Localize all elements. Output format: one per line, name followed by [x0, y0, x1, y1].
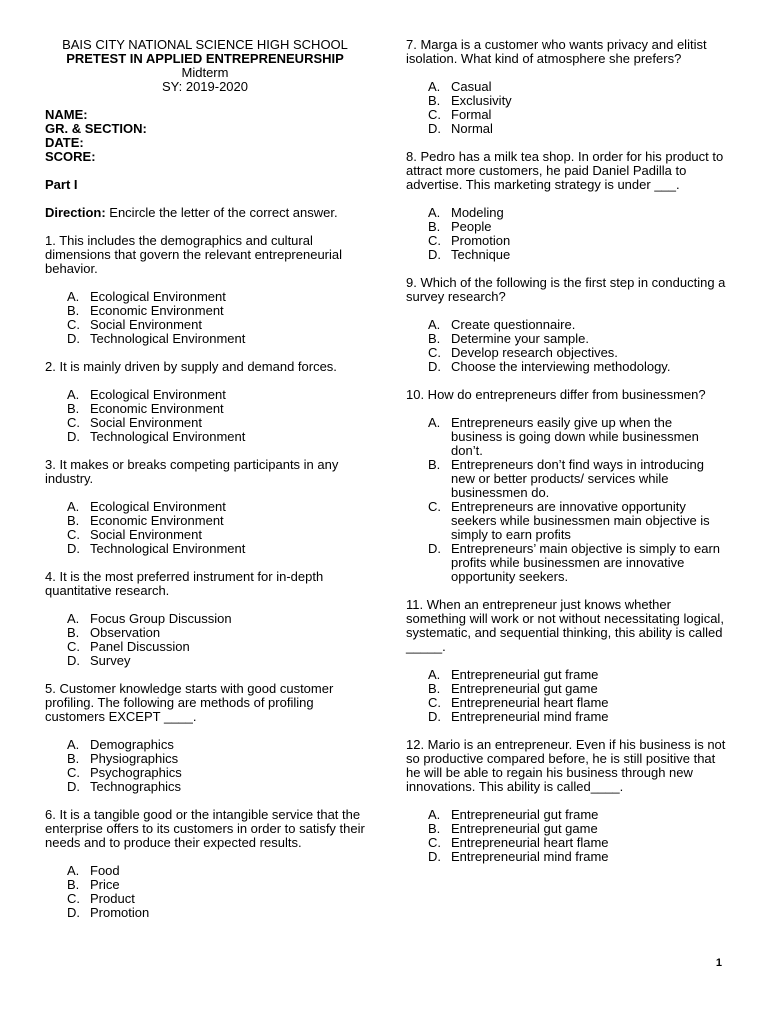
answer-option[interactable]	[67, 780, 365, 794]
option-letter: D.	[67, 541, 80, 556]
question-text: 9. Which of the following is the first step in conducting a survey research?	[406, 275, 726, 304]
answer-option[interactable]	[428, 80, 726, 94]
answer-option[interactable]	[67, 752, 365, 766]
option-text: Modeling	[451, 205, 504, 220]
option-letter: C.	[428, 835, 441, 850]
option-text: Economic Environment	[90, 513, 224, 528]
answer-option[interactable]	[67, 654, 365, 668]
option-text: Technique	[451, 247, 511, 262]
answer-option[interactable]	[428, 850, 726, 864]
answer-option[interactable]	[428, 220, 726, 234]
option-letter: B.	[428, 93, 441, 108]
question-text: 10. How do entrepreneurs differ from businessmen?	[406, 387, 706, 402]
option-text: Demographics	[90, 737, 174, 752]
direction-text: Encircle the letter of the correct answer.	[105, 205, 338, 220]
option-text: Economic Environment	[90, 401, 224, 416]
question-8	[406, 150, 726, 276]
option-text: Product	[90, 891, 135, 906]
question-6	[45, 808, 365, 934]
answer-option[interactable]	[67, 864, 365, 878]
option-letter: D.	[67, 779, 80, 794]
answer-option[interactable]	[428, 696, 726, 710]
answer-option[interactable]	[428, 710, 726, 724]
option-letter: A.	[428, 667, 441, 682]
option-letter: A.	[67, 499, 80, 514]
option-text: Entrepreneurial gut frame	[451, 807, 599, 822]
option-text: Entrepreneurial heart flame	[451, 695, 609, 710]
option-text: Entrepreneurs are innovative opportunity seekers while businessmen main objective is simply to earn profits	[451, 499, 710, 542]
answer-option[interactable]	[428, 108, 726, 122]
answer-option[interactable]	[67, 290, 365, 304]
question-5	[45, 682, 365, 808]
option-text: Economic Environment	[90, 303, 224, 318]
option-text: Entrepreneurial mind frame	[451, 709, 609, 724]
answer-option[interactable]	[67, 766, 365, 780]
answer-option[interactable]	[67, 542, 365, 556]
document-header	[45, 38, 365, 94]
answer-option[interactable]	[428, 332, 726, 346]
answer-options	[45, 738, 365, 794]
option-text: Technographics	[90, 779, 182, 794]
question-text: 4. It is the most preferred instrument for in-depth quantitative research.	[45, 569, 324, 598]
option-letter: D.	[428, 709, 441, 724]
option-letter: A.	[67, 289, 80, 304]
option-text: Psychographics	[90, 765, 182, 780]
answer-option[interactable]	[428, 360, 726, 374]
option-letter: B.	[428, 219, 441, 234]
question-11	[406, 598, 726, 738]
question-text: 5. Customer knowledge starts with good customer profiling. The following are methods of profiling customers EXCEPT ____.	[45, 681, 334, 724]
option-text: Develop research objectives.	[451, 345, 618, 360]
question-text: 12. Mario is an entrepreneur. Even if his business is not so productive compared before, he is still positive that he will be able to regain his business through new innovations. This ability is called____.	[406, 737, 726, 794]
option-text: Entrepreneurs don’t find ways in introducing new or better products/ services while businessmen do.	[451, 457, 704, 500]
answer-option[interactable]	[428, 458, 726, 500]
part-heading: Part I	[45, 177, 78, 192]
option-text: Determine your sample.	[451, 331, 589, 346]
option-text: Create questionnaire.	[451, 317, 576, 332]
option-letter: D.	[67, 331, 80, 346]
option-text: Social Environment	[90, 415, 202, 430]
right-column	[406, 38, 726, 878]
answer-option[interactable]	[67, 318, 365, 332]
answer-options	[406, 808, 726, 864]
option-letter: A.	[428, 79, 441, 94]
option-letter: C.	[428, 695, 441, 710]
section-field[interactable]: GR. & SECTION:	[45, 121, 147, 136]
option-letter: D.	[67, 653, 80, 668]
answer-option[interactable]	[428, 542, 726, 584]
student-info-fields	[45, 108, 365, 164]
question-text: 7. Marga is a customer who wants privacy and elitist isolation. What kind of atmosphere she prefers?	[406, 37, 707, 66]
option-letter: A.	[428, 807, 441, 822]
answer-option[interactable]	[67, 430, 365, 444]
option-letter: C.	[67, 891, 80, 906]
option-text: Physiographics	[90, 751, 179, 766]
option-letter: C.	[428, 107, 441, 122]
option-text: Entrepreneurial heart flame	[451, 835, 609, 850]
answer-option[interactable]	[428, 808, 726, 822]
option-text: Entrepreneurial mind frame	[451, 849, 609, 864]
option-text: Exclusivity	[451, 93, 512, 108]
option-letter: B.	[428, 331, 441, 346]
option-letter: B.	[67, 401, 80, 416]
option-text: Ecological Environment	[90, 289, 226, 304]
option-letter: C.	[428, 499, 441, 514]
option-letter: B.	[67, 751, 80, 766]
option-text: People	[451, 219, 492, 234]
option-text: Entrepreneurs’ main objective is simply to earn profits while businessmen are innovative opportunity seekers.	[451, 541, 721, 584]
option-letter: B.	[67, 513, 80, 528]
question-2	[45, 360, 365, 458]
question-3	[45, 458, 365, 570]
option-letter: C.	[67, 317, 80, 332]
option-letter: D.	[67, 429, 80, 444]
page-number: 1	[715, 957, 722, 969]
direction	[45, 206, 365, 220]
answer-option[interactable]	[428, 416, 726, 458]
answer-option[interactable]	[67, 416, 365, 430]
option-letter: D.	[428, 247, 441, 262]
answer-option[interactable]	[67, 906, 365, 920]
option-text: Panel Discussion	[90, 639, 190, 654]
answer-option[interactable]	[67, 612, 365, 626]
answer-option[interactable]	[428, 822, 726, 836]
left-question-list	[45, 234, 365, 934]
option-letter: D.	[428, 359, 441, 374]
option-text: Choose the interviewing methodology.	[451, 359, 671, 374]
option-text: Entrepreneurial gut frame	[451, 667, 599, 682]
answer-option[interactable]	[67, 892, 365, 906]
question-text: 11. When an entrepreneur just knows whether something will work or not without necessitating logical, systematic, and sequential thinking, this ability is called _____.	[406, 597, 724, 654]
option-text: Entrepreneurial gut game	[451, 821, 598, 836]
answer-options	[406, 318, 726, 374]
answer-options	[406, 416, 726, 584]
option-text: Ecological Environment	[90, 387, 226, 402]
option-text: Technological Environment	[90, 331, 246, 346]
option-text: Promotion	[90, 905, 150, 920]
answer-option[interactable]	[67, 528, 365, 542]
question-text: 6. It is a tangible good or the intangible service that the enterprise offers to its customers in order to satisfy their needs and to produce their expected results.	[45, 807, 365, 850]
answer-option[interactable]	[67, 402, 365, 416]
option-text: Food	[90, 863, 120, 878]
option-text: Entrepreneurs easily give up when the business is going down while businessmen don’t.	[451, 415, 699, 458]
option-text: Promotion	[451, 233, 511, 248]
answer-options	[406, 206, 726, 262]
option-text: Price	[90, 877, 120, 892]
answer-option[interactable]	[67, 514, 365, 528]
answer-option[interactable]	[428, 682, 726, 696]
option-letter: A.	[67, 387, 80, 402]
option-text: Technological Environment	[90, 541, 246, 556]
option-text: Casual	[451, 79, 492, 94]
name-field[interactable]: NAME:	[45, 107, 88, 122]
right-question-list	[406, 38, 726, 878]
answer-option[interactable]	[67, 640, 365, 654]
school-year: SY: 2019-2020	[161, 79, 249, 94]
option-letter: B.	[67, 303, 80, 318]
answer-option[interactable]	[428, 346, 726, 360]
exam-title: PRETEST IN APPLIED ENTREPRENEURSHIP	[66, 51, 344, 66]
option-letter: D.	[67, 905, 80, 920]
answer-options	[45, 500, 365, 556]
option-letter: A.	[67, 737, 80, 752]
answer-option[interactable]	[67, 738, 365, 752]
option-letter: A.	[428, 415, 441, 430]
answer-option[interactable]	[67, 332, 365, 346]
option-text: Technological Environment	[90, 429, 246, 444]
option-text: Formal	[451, 107, 492, 122]
option-letter: C.	[428, 345, 441, 360]
question-1	[45, 234, 365, 360]
option-letter: D.	[428, 849, 441, 864]
option-text: Normal	[451, 121, 493, 136]
option-letter: D.	[428, 541, 441, 556]
answer-option[interactable]	[428, 500, 726, 542]
answer-option[interactable]	[428, 94, 726, 108]
answer-option[interactable]	[428, 234, 726, 248]
exam-term: Midterm	[181, 65, 229, 80]
school-name: BAIS CITY NATIONAL SCIENCE HIGH SCHOOL	[62, 37, 348, 52]
answer-options	[406, 80, 726, 136]
answer-options	[45, 388, 365, 444]
answer-options	[45, 290, 365, 346]
option-letter: A.	[67, 863, 80, 878]
question-4	[45, 570, 365, 682]
option-letter: B.	[428, 457, 441, 472]
answer-option[interactable]	[67, 304, 365, 318]
option-letter: C.	[67, 639, 80, 654]
option-letter: C.	[428, 233, 441, 248]
answer-option[interactable]	[428, 248, 726, 262]
option-text: Observation	[90, 625, 161, 640]
left-column	[45, 38, 365, 934]
question-text: 2. It is mainly driven by supply and demand forces.	[45, 359, 337, 374]
option-text: Ecological Environment	[90, 499, 226, 514]
answer-option[interactable]	[428, 668, 726, 682]
answer-option[interactable]	[67, 878, 365, 892]
answer-options	[45, 864, 365, 920]
question-text: 1. This includes the demographics and cultural dimensions that govern the relevant entrepreneurial behavior.	[45, 233, 343, 276]
option-letter: B.	[67, 877, 80, 892]
option-letter: A.	[428, 205, 441, 220]
question-text: 8. Pedro has a milk tea shop. In order for his product to attract more customers, he paid Daniel Padilla to advertise. This marketing strategy is under ___.	[406, 149, 724, 192]
option-text: Focus Group Discussion	[90, 611, 232, 626]
option-letter: A.	[428, 317, 441, 332]
option-letter: C.	[67, 765, 80, 780]
answer-option[interactable]	[428, 122, 726, 136]
answer-option[interactable]	[428, 836, 726, 850]
answer-option[interactable]	[67, 626, 365, 640]
answer-option[interactable]	[67, 388, 365, 402]
score-field[interactable]: SCORE:	[45, 149, 96, 164]
option-text: Entrepreneurial gut game	[451, 681, 598, 696]
question-7	[406, 38, 726, 150]
option-letter: A.	[67, 611, 80, 626]
question-9	[406, 276, 726, 388]
date-field[interactable]: DATE:	[45, 135, 84, 150]
question-10	[406, 388, 726, 598]
answer-option[interactable]	[67, 500, 365, 514]
option-letter: C.	[67, 527, 80, 542]
answer-option[interactable]	[428, 206, 726, 220]
option-text: Survey	[90, 653, 131, 668]
option-letter: D.	[428, 121, 441, 136]
option-letter: B.	[428, 681, 441, 696]
answer-options	[45, 612, 365, 668]
option-text: Social Environment	[90, 317, 202, 332]
option-text: Social Environment	[90, 527, 202, 542]
question-text: 3. It makes or breaks competing participants in any industry.	[45, 457, 339, 486]
direction-label: Direction:	[45, 205, 106, 220]
answer-options	[406, 668, 726, 724]
option-letter: C.	[67, 415, 80, 430]
option-letter: B.	[67, 625, 80, 640]
option-letter: B.	[428, 821, 441, 836]
question-12	[406, 738, 726, 878]
answer-option[interactable]	[428, 318, 726, 332]
